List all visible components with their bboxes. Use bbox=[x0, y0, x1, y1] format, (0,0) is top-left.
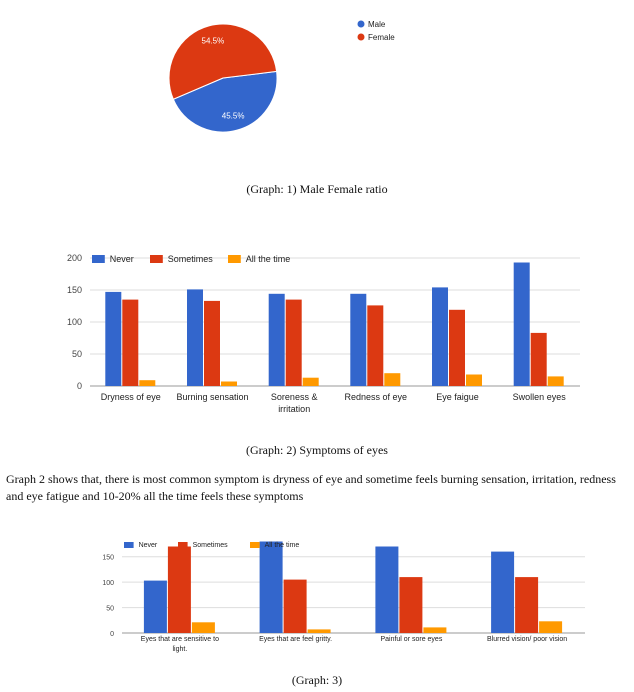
legend-label-female: Female bbox=[368, 33, 395, 42]
graph2-description: Graph 2 shows that, there is most common symptom is dryness of eye and sometime feels burning sensation, irritation, redness and eye fatigue and 10-20% all the time feels these symptoms bbox=[6, 472, 616, 503]
x-tick-label: light. bbox=[172, 646, 188, 653]
legend-label-never: Never bbox=[109, 254, 134, 264]
bar-all-the-time bbox=[308, 629, 331, 633]
bar-sometimes bbox=[531, 333, 547, 386]
bar-never bbox=[432, 287, 448, 386]
x-tick-label: Burning sensation bbox=[176, 392, 249, 402]
bar-sometimes bbox=[367, 305, 383, 386]
legend-swatch-never bbox=[124, 542, 134, 548]
y-tick-label: 0 bbox=[110, 631, 114, 638]
x-tick-label: Soreness & bbox=[270, 392, 318, 402]
y-tick-label: 100 bbox=[66, 317, 82, 327]
x-tick-label: Swollen eyes bbox=[512, 392, 566, 402]
x-tick-label: Blurred vision/ poor vision bbox=[487, 636, 568, 643]
bar-sometimes bbox=[168, 547, 191, 634]
pie-label-female: 54.5% bbox=[201, 36, 225, 46]
bar-all-the-time bbox=[303, 378, 319, 386]
legend-label-all-the-time: All the time bbox=[264, 542, 300, 549]
bar-never bbox=[269, 294, 285, 386]
graph2-caption: (Graph: 2) Symptoms of eyes bbox=[246, 443, 388, 457]
bar-all-the-time bbox=[221, 382, 237, 387]
eye-conditions-bar-chart bbox=[0, 535, 634, 655]
legend-swatch-sometimes bbox=[150, 255, 163, 263]
graph3-caption: (Graph: 3) bbox=[291, 673, 343, 687]
bar-all-the-time bbox=[539, 621, 562, 633]
legend-label-male: Male bbox=[368, 20, 386, 29]
y-tick-label: 100 bbox=[102, 580, 114, 588]
bar-never bbox=[187, 289, 203, 386]
symptoms-bar-chart bbox=[0, 245, 634, 420]
y-tick-label: 50 bbox=[106, 605, 114, 613]
bar-never bbox=[491, 552, 514, 633]
legend-marker-male bbox=[358, 21, 365, 28]
bar-all-the-time bbox=[192, 622, 215, 633]
male-female-pie-chart bbox=[0, 0, 634, 170]
legend-swatch-never bbox=[92, 255, 105, 263]
bar-sometimes bbox=[122, 300, 138, 386]
bar-all-the-time bbox=[548, 376, 564, 386]
x-tick-label: Redness of eye bbox=[344, 392, 408, 402]
legend-label-sometimes: Sometimes bbox=[192, 542, 228, 549]
bar-all-the-time bbox=[139, 380, 155, 386]
bar-never bbox=[375, 547, 398, 634]
legend-swatch-all-the-time bbox=[250, 542, 260, 548]
bar-never bbox=[514, 263, 530, 387]
bar-sometimes bbox=[399, 577, 422, 633]
bar-never bbox=[260, 542, 283, 634]
y-tick-label: 200 bbox=[66, 253, 82, 263]
x-tick-label: irritation bbox=[278, 404, 311, 414]
legend-label-never: Never bbox=[138, 542, 158, 549]
bar-all-the-time bbox=[384, 373, 400, 386]
graph1-caption: (Graph: 1) Male Female ratio bbox=[246, 182, 388, 196]
y-tick-label: 0 bbox=[76, 381, 82, 391]
x-tick-label: Painful or sore eyes bbox=[380, 636, 443, 643]
pie-label-male: 45.5% bbox=[221, 111, 245, 121]
x-tick-label: Eyes that are feel gritty. bbox=[259, 636, 333, 643]
x-tick-label: Eye faigue bbox=[436, 392, 479, 402]
bar-sometimes bbox=[284, 580, 307, 633]
bar-sometimes bbox=[204, 301, 220, 386]
legend-label-sometimes: Sometimes bbox=[167, 254, 213, 264]
bar-all-the-time bbox=[423, 627, 446, 633]
bar-sometimes bbox=[286, 300, 302, 386]
legend-swatch-sometimes bbox=[178, 542, 188, 548]
legend-swatch-all-the-time bbox=[228, 255, 241, 263]
bar-all-the-time bbox=[466, 375, 482, 387]
y-tick-label: 150 bbox=[102, 554, 114, 562]
bar-never bbox=[350, 294, 366, 386]
y-tick-label: 50 bbox=[71, 349, 82, 359]
bar-sometimes bbox=[449, 310, 465, 386]
legend-marker-female bbox=[358, 34, 365, 41]
legend-label-all-the-time: All the time bbox=[245, 254, 291, 264]
bar-sometimes bbox=[515, 577, 538, 633]
x-tick-label: Eyes that are sensitive to bbox=[140, 636, 220, 643]
bar-never bbox=[105, 292, 121, 386]
x-tick-label: Dryness of eye bbox=[100, 392, 161, 402]
bar-never bbox=[144, 581, 167, 633]
y-tick-label: 150 bbox=[66, 285, 82, 295]
